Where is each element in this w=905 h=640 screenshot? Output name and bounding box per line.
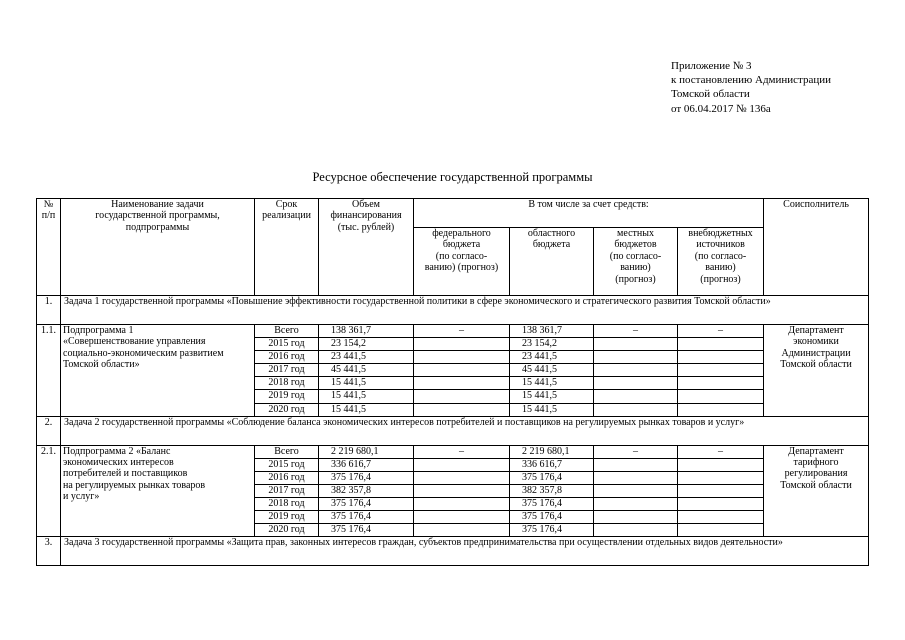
local-cell (594, 390, 678, 403)
local-cell: – (594, 445, 678, 458)
volume-cell: 138 361,7 (319, 325, 414, 338)
coexecutor-cell: Департамент тарифного регулирования Томской области (764, 445, 869, 537)
volume-cell: 375 176,4 (319, 524, 414, 537)
volume-cell: 375 176,4 (319, 471, 414, 484)
federal-cell (414, 484, 510, 497)
regional-cell: 45 441,5 (510, 364, 594, 377)
regional-cell: 375 176,4 (510, 498, 594, 511)
local-cell (594, 364, 678, 377)
appendix-line: Приложение № 3 (671, 60, 752, 72)
regional-cell: 375 176,4 (510, 511, 594, 524)
period-cell: 2016 год (255, 471, 319, 484)
federal-cell (414, 364, 510, 377)
extra-cell (678, 458, 764, 471)
task-number: 1. (37, 296, 61, 325)
period-cell: 2018 год (255, 377, 319, 390)
federal-cell (414, 511, 510, 524)
period-cell: 2015 год (255, 338, 319, 351)
regional-cell: 336 616,7 (510, 458, 594, 471)
period-cell: 2020 год (255, 403, 319, 416)
task-text: Задача 1 государственной программы «Повышение эффективности государственной политики в сфере экономического и стратегического развития Томской области» (61, 296, 869, 325)
local-cell (594, 524, 678, 537)
regional-cell: 15 441,5 (510, 377, 594, 390)
federal-cell (414, 524, 510, 537)
regional-cell: 382 357,8 (510, 484, 594, 497)
period-cell: 2015 год (255, 458, 319, 471)
extra-cell (678, 524, 764, 537)
task-row (37, 416, 869, 445)
local-cell (594, 377, 678, 390)
period-cell: 2020 год (255, 524, 319, 537)
period-cell: 2017 год (255, 484, 319, 497)
federal-cell (414, 390, 510, 403)
federal-cell: – (414, 445, 510, 458)
period-cell: Всего (255, 325, 319, 338)
regional-cell: 15 441,5 (510, 403, 594, 416)
federal-cell (414, 351, 510, 364)
volume-cell: 336 616,7 (319, 458, 414, 471)
document-title: Ресурсное обеспечение государственной программы (312, 170, 593, 184)
header-local: местных бюджетов (по согласо- ванию) (прогноз) (594, 228, 678, 296)
local-cell (594, 351, 678, 364)
federal-cell (414, 403, 510, 416)
federal-cell (414, 338, 510, 351)
regional-cell: 375 176,4 (510, 471, 594, 484)
extra-cell (678, 403, 764, 416)
period-cell: 2018 год (255, 498, 319, 511)
task-row (37, 296, 869, 325)
task-number: 3. (37, 537, 61, 566)
extra-cell (678, 338, 764, 351)
period-cell: 2017 год (255, 364, 319, 377)
extra-cell (678, 351, 764, 364)
extra-cell (678, 484, 764, 497)
volume-cell: 45 441,5 (319, 364, 414, 377)
task-text: Задача 3 государственной программы «Защита прав, законных интересов граждан, субъектов предпринимательства при осуществлении отдельных видов деятельности» (61, 537, 869, 566)
subprogram-number: 2.1. (37, 445, 61, 537)
task-number: 2. (37, 416, 61, 445)
extra-cell (678, 498, 764, 511)
header-sources-group: В том числе за счет средств: (414, 199, 764, 228)
period-cell: 2016 год (255, 351, 319, 364)
coexecutor-cell: Департамент экономики Администрации Томской области (764, 325, 869, 417)
extra-cell (678, 511, 764, 524)
regional-cell: 15 441,5 (510, 390, 594, 403)
regional-cell: 138 361,7 (510, 325, 594, 338)
volume-cell: 15 441,5 (319, 377, 414, 390)
volume-cell: 15 441,5 (319, 390, 414, 403)
header-num: № п/п (37, 199, 61, 296)
federal-cell (414, 377, 510, 390)
federal-cell (414, 471, 510, 484)
regional-cell: 375 176,4 (510, 524, 594, 537)
header-federal: федерального бюджета (по согласо- ванию) (прогноз) (414, 228, 510, 296)
volume-cell: 375 176,4 (319, 498, 414, 511)
local-cell (594, 471, 678, 484)
volume-cell: 15 441,5 (319, 403, 414, 416)
volume-cell: 2 219 680,1 (319, 445, 414, 458)
federal-cell (414, 458, 510, 471)
local-cell (594, 458, 678, 471)
period-cell: 2019 год (255, 390, 319, 403)
federal-cell (414, 498, 510, 511)
task-row (37, 537, 869, 566)
subprogram-row (37, 445, 869, 458)
subprogram-name: Подпрограмма 1 «Совершенствование управления социально-экономическим развитием Томской области» (61, 325, 255, 417)
federal-cell: – (414, 325, 510, 338)
volume-cell: 23 154,2 (319, 338, 414, 351)
appendix-line: Томской области (671, 88, 750, 101)
volume-cell: 382 357,8 (319, 484, 414, 497)
extra-cell (678, 471, 764, 484)
task-text: Задача 2 государственной программы «Соблюдение баланса экономических интересов потребителей и поставщиков на регулируемых рынках товаров и услуг» (61, 416, 869, 445)
extra-cell: – (678, 445, 764, 458)
local-cell (594, 403, 678, 416)
header-volume: Объем финансирования (тыс. рублей) (319, 199, 414, 296)
header-name: Наименование задачи государственной программы, подпрограммы (61, 199, 255, 296)
appendix-line: от 06.04.2017 № 136а (671, 102, 771, 115)
appendix-line: к постановлению Администрации (671, 74, 832, 87)
appendix-block (671, 59, 831, 116)
header-extra: внебюджетных источников (по согласо- ванию) (прогноз) (678, 228, 764, 296)
regional-cell: 23 441,5 (510, 351, 594, 364)
local-cell (594, 338, 678, 351)
subprogram-name: Подпрограмма 2 «Баланс экономических интересов потребителей и поставщиков на регулируемых рынках товаров и услуг» (61, 445, 255, 537)
extra-cell (678, 364, 764, 377)
extra-cell: – (678, 325, 764, 338)
volume-cell: 23 441,5 (319, 351, 414, 364)
regional-cell: 23 154,2 (510, 338, 594, 351)
resource-table (36, 198, 869, 566)
period-cell: Всего (255, 445, 319, 458)
header-period: Срок реализации (255, 199, 319, 296)
period-cell: 2019 год (255, 511, 319, 524)
local-cell (594, 498, 678, 511)
regional-cell: 2 219 680,1 (510, 445, 594, 458)
volume-cell: 375 176,4 (319, 511, 414, 524)
local-cell: – (594, 325, 678, 338)
extra-cell (678, 377, 764, 390)
header-regional: областного бюджета (510, 228, 594, 296)
local-cell (594, 484, 678, 497)
header-coexecutor: Соисполнитель (764, 199, 869, 296)
subprogram-number: 1.1. (37, 325, 61, 417)
extra-cell (678, 390, 764, 403)
subprogram-row (37, 325, 869, 338)
local-cell (594, 511, 678, 524)
